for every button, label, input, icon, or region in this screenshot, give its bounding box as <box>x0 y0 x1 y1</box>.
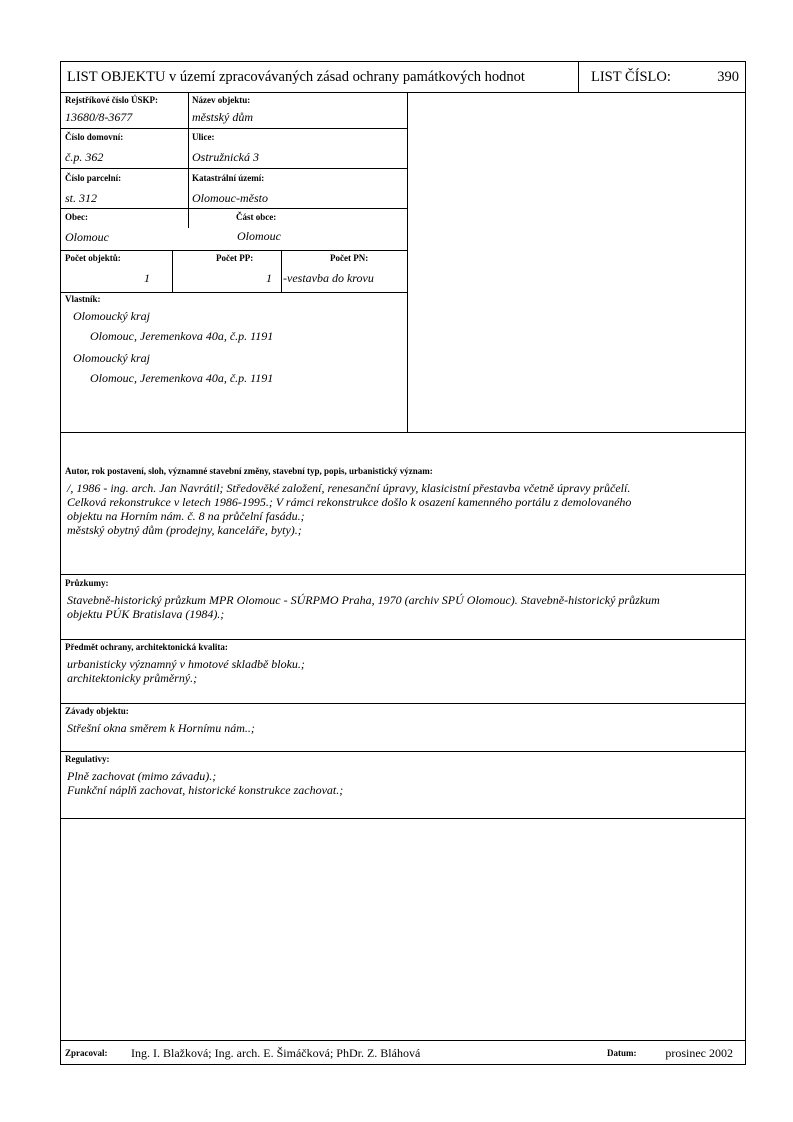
defects-section-text <box>67 721 737 735</box>
municipality-part-value: Olomouc <box>237 229 281 243</box>
text-line: Plně zachovat (mimo závadu).; <box>67 769 217 783</box>
defects-section-label: Závady objektu: <box>65 706 129 716</box>
municipality-part-label: Část obce: <box>236 212 277 222</box>
street-value: Ostružnická 3 <box>192 150 259 164</box>
object-name-label: Název objektu: <box>192 95 251 105</box>
date-value: prosinec 2002 <box>665 1046 733 1060</box>
house-number-value: č.p. 362 <box>65 150 104 164</box>
house-number-label: Číslo domovní: <box>65 132 124 142</box>
protection-section-text <box>67 657 737 685</box>
text-line: Stavebně-historický průzkum MPR Olomouc - SÚRPMO Praha, 1970 (archiv SPÚ Olomouc). Stavebně-historický průzkum <box>67 593 660 607</box>
pp-count-value: 1 <box>266 271 272 285</box>
sheet-number: 390 <box>717 69 739 85</box>
author-section-text <box>67 481 737 537</box>
row-rule-4 <box>61 250 407 251</box>
header-bottom-rule <box>61 92 745 93</box>
row-rule-2 <box>61 168 407 169</box>
processed-by-label: Zpracoval: <box>65 1048 108 1058</box>
pn-count-label: Počet PN: <box>330 253 369 263</box>
text-line: Střešní okna směrem k Hornímu nám..; <box>67 721 255 735</box>
row-rule-5 <box>61 292 407 293</box>
sheet-number-label: LIST ČÍSLO: <box>591 69 671 85</box>
protection-section-label: Předmět ochrany, architektonická kvalita: <box>65 642 228 652</box>
text-line: urbanisticky významný v hmotové skladbě bloku.; <box>67 657 305 671</box>
owner-name: Olomoucký kraj <box>73 309 150 323</box>
municipality-label: Obec: <box>65 212 88 222</box>
object-name-value: městský dům <box>192 110 253 124</box>
section-rule-author <box>61 574 745 575</box>
header-divider <box>578 62 579 92</box>
pp-count-label: Počet PP: <box>216 253 254 263</box>
text-line: objektu na Horním nám. č. 8 na průčelní fasádu.; <box>67 509 305 523</box>
reg-number-value: 13680/8-3677 <box>65 110 133 124</box>
footer-top-rule <box>61 1040 745 1041</box>
regulations-section-label: Regulativy: <box>65 754 110 764</box>
text-line: architektonicky průměrný.; <box>67 671 198 685</box>
counts-divider-2 <box>281 250 282 292</box>
parcel-number-label: Číslo parcelní: <box>65 173 122 183</box>
row-rule-1 <box>61 128 407 129</box>
author-section-label: Autor, rok postavení, sloh, významné stavební změny, stavební typ, popis, urbanistický význam: <box>65 466 433 476</box>
text-line: objektu PÚK Bratislava (1984).; <box>67 607 225 621</box>
section-rule-regulations <box>61 818 745 819</box>
owner-name: Olomoucký kraj <box>73 351 150 365</box>
row-rule-3 <box>61 208 407 209</box>
owner-address: Olomouc, Jeremenkova 40a, č.p. 1191 <box>90 329 274 343</box>
info-grid-right-border <box>407 92 408 432</box>
surveys-section-label: Průzkumy: <box>65 578 109 588</box>
date-label: Datum: <box>607 1048 637 1058</box>
cadastre-value: Olomouc-město <box>192 191 268 205</box>
info-block-bottom-rule <box>61 432 745 433</box>
cadastre-label: Katastrální území: <box>192 173 265 183</box>
owner-label: Vlastník: <box>65 294 101 304</box>
surveys-section-text <box>67 593 737 621</box>
text-line: Celková rekonstrukce v letech 1986-1995.; V rámci rekonstrukce došlo k osazení kamenného portálu z demolovaného <box>67 495 632 509</box>
section-rule-defects <box>61 751 745 752</box>
reg-number-label: Rejstříkové číslo ÚSKP: <box>65 95 158 105</box>
objects-count-value: 1 <box>144 271 150 285</box>
parcel-number-value: st. 312 <box>65 191 98 205</box>
processed-by-value: Ing. I. Blažková; Ing. arch. E. Šimáčková; PhDr. Z. Bláhová <box>131 1046 421 1060</box>
text-line: městský obytný dům (prodejny, kanceláře, byty).; <box>67 523 302 537</box>
regulations-section-text <box>67 769 737 797</box>
text-line: Funkční náplň zachovat, historické konstrukce zachovat.; <box>67 783 344 797</box>
counts-divider-1 <box>172 250 173 292</box>
object-sheet-frame <box>60 61 746 1065</box>
objects-count-label: Počet objektů: <box>65 253 121 263</box>
section-rule-protection <box>61 703 745 704</box>
pn-count-value: -vestavba do krovu <box>283 271 374 285</box>
municipality-value: Olomouc <box>65 230 109 244</box>
text-line: /, 1986 - ing. arch. Jan Navrátil; Středověké založení, renesanční úpravy, klasicistní přestavba včetně úpravy průčelí. <box>67 481 631 495</box>
street-label: Ulice: <box>192 132 215 142</box>
sheet-title: LIST OBJEKTU v území zpracovávaných zásad ochrany památkových hodnot <box>67 69 525 85</box>
section-rule-surveys <box>61 639 745 640</box>
owner-address: Olomouc, Jeremenkova 40a, č.p. 1191 <box>90 371 274 385</box>
